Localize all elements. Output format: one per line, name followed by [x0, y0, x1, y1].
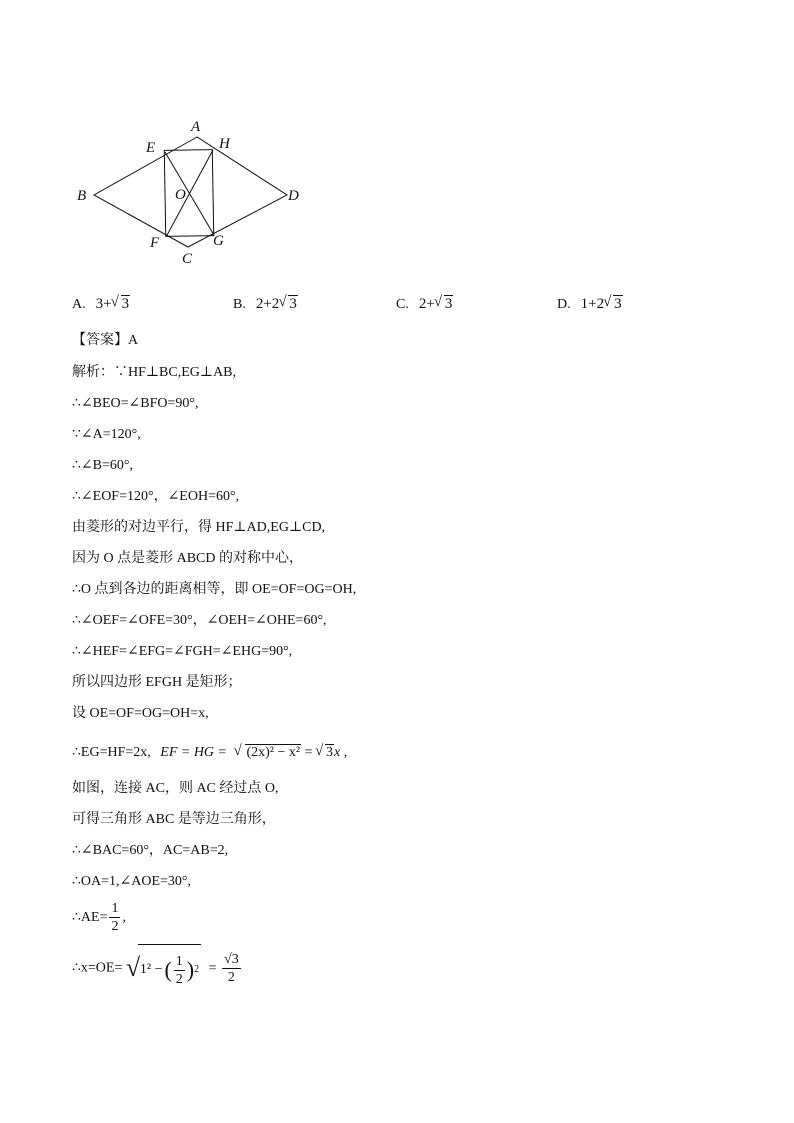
diagonal-hf	[166, 150, 213, 237]
label-f: F	[150, 235, 160, 251]
solution-line: ∴∠BAC=60°，AC=AB=2,	[72, 843, 229, 858]
equation-ae: ∴AE= $\frac{1}{2}$ ,	[72, 901, 126, 935]
solution-line: ∴O 点到各边的距离相等，即 OE=OF=OG=OH,	[72, 582, 357, 597]
solution-line: 解析：∵HF⊥BC,EG⊥AB,	[72, 365, 237, 380]
equation-x: ∴x=OE= √ 1² − ( $\frac{1}{2}$ ) 2 = $\frac{√3}{2}$	[72, 944, 243, 993]
solution-line: ∴∠HEF=∠EFG=∠FGH=∠EHG=90°,	[72, 644, 293, 659]
label-g: G	[213, 233, 224, 249]
answer-line: 【答案】A	[72, 333, 139, 348]
solution-line: 设 OE=OF=OG=OH=x,	[72, 706, 209, 721]
solution-line: ∵∠A=120°,	[72, 427, 141, 442]
option-a: A. 3+√ 3	[72, 296, 130, 313]
label-o: O	[175, 187, 186, 203]
solution-line: 如图，连接 AC，则 AC 经过点 O,	[72, 781, 279, 796]
option-b: B. 2+2√ 3	[233, 296, 298, 313]
solution-line: ∴OA=1,∠AOE=30°,	[72, 874, 192, 889]
solution-line: ∴∠BEO=∠BFO=90°,	[72, 396, 199, 411]
solution-line: 所以四边形 EFGH 是矩形；	[72, 675, 242, 690]
solution-line: 因为 O 点是菱形 ABCD 的对称中心，	[72, 551, 304, 566]
solution-line: ∴∠B=60°,	[72, 458, 133, 473]
label-e: E	[146, 140, 156, 156]
label-d: D	[288, 188, 299, 204]
equation-ef: ∴EG=HF=2x, EF = HG = √ (2x)² − x² = √ 3x ,	[72, 740, 347, 766]
option-d: D. 1+2√ 3	[557, 296, 623, 313]
rhombus-figure	[0, 0, 794, 280]
label-h: H	[219, 136, 230, 152]
solution-line: 由菱形的对边平行，得 HF⊥AD,EG⊥CD,	[72, 520, 326, 535]
solution-line: ∴∠EOF=120°，∠EOH=60°,	[72, 489, 240, 504]
label-c: C	[182, 251, 193, 267]
solution-line: ∴∠OEF=∠OFE=30°，∠OEH=∠OHE=60°,	[72, 613, 327, 628]
option-c: C. 2+√ 3	[396, 296, 453, 313]
solution-line: 可得三角形 ABC 是等边三角形，	[72, 812, 276, 827]
label-b: B	[77, 188, 87, 204]
label-a: A	[191, 119, 201, 135]
